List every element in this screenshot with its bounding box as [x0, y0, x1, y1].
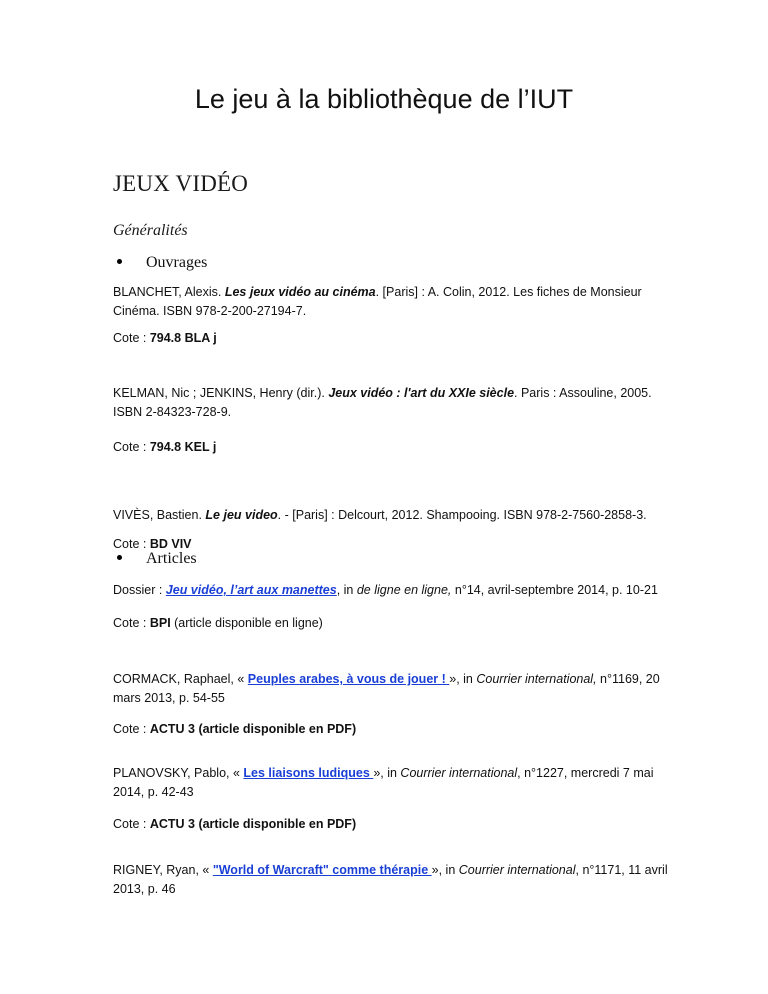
cote-value: BPI [149, 616, 171, 630]
book-title: Les jeux vidéo au cinéma [224, 285, 376, 299]
bullet-dot-icon [117, 555, 122, 560]
article-cote: Cote : ACTU 3 (article disponible en PDF) [113, 722, 357, 736]
cote-value: 794.8 BLA j [149, 331, 217, 345]
bullet-label: Ouvrages [146, 254, 208, 271]
journal-name: Courrier international, [476, 672, 597, 686]
article-link[interactable]: "World of Warcraft" comme thérapie [212, 863, 432, 877]
article-link[interactable]: Jeu vidéo, l’art aux manettes [165, 583, 337, 597]
bullet-ouvrages [117, 254, 207, 272]
book-entry: BLANCHET, Alexis. Les jeux vidéo au cinéma. [Paris] : A. Colin, 2012. Les fiches de Monsieur Cinéma. ISBN 978-2-200-27194-7. [113, 285, 642, 318]
article-link[interactable]: Les liaisons ludiques [243, 766, 374, 780]
subsection-heading: Généralités [113, 222, 188, 239]
bullet-label: Articles [146, 550, 197, 567]
article-entry: CORMACK, Raphael, « Peuples arabes, à vous de jouer ! », in Courrier international, n°1169, 20 mars 2013, p. 54-55 [113, 672, 660, 705]
book-entry: VIVÈS, Bastien. Le jeu video. - [Paris] : Delcourt, 2012. Shampooing. ISBN 978-2-7560-2858-3. [113, 508, 647, 522]
book-entry: KELMAN, Nic ; JENKINS, Henry (dir.). Jeux vidéo : l'art du XXIe siècle. Paris : Assouline, 2005. ISBN 2-84323-728-9. [113, 386, 652, 419]
section-heading: JEUX VIDÉO [113, 171, 249, 196]
book-title: Jeux vidéo : l'art du XXIe siècle [328, 386, 515, 400]
journal-name: Courrier international [400, 766, 518, 780]
book-cote: Cote : 794.8 KEL j [113, 440, 217, 454]
cote-value: ACTU 3 (article disponible en PDF) [149, 722, 357, 736]
book-title: Le jeu video [205, 508, 278, 522]
article-link[interactable]: Peuples arabes, à vous de jouer ! [247, 672, 450, 686]
journal-name: de ligne en ligne, [356, 583, 452, 597]
journal-name: Courrier international [458, 863, 576, 877]
article-entry: PLANOVSKY, Pablo, « Les liaisons ludiques », in Courrier international, n°1227, mercredi 7 mai 2014, p. 42-43 [113, 766, 654, 799]
article-cote: Cote : BPI (article disponible en ligne) [113, 616, 323, 630]
article-cote: Cote : ACTU 3 (article disponible en PDF) [113, 817, 357, 831]
article-entry: RIGNEY, Ryan, « "World of Warcraft" comme thérapie », in Courrier international, n°1171, 11 avril 2013, p. 46 [113, 863, 668, 896]
bullet-dot-icon [117, 259, 122, 264]
bullet-articles [117, 550, 197, 568]
cote-value: BD VIV [149, 537, 192, 551]
cote-value: ACTU 3 (article disponible en PDF) [149, 817, 357, 831]
page-title: Le jeu à la bibliothèque de l’IUT [194, 84, 574, 114]
article-entry: Dossier : Jeu vidéo, l’art aux manettes, in de ligne en ligne, n°14, avril-septembre 2014, p. 10-21 [113, 583, 658, 597]
book-cote: Cote : 794.8 BLA j [113, 331, 217, 345]
cote-value: 794.8 KEL j [149, 440, 217, 454]
book-cote: Cote : BD VIV [113, 537, 192, 551]
